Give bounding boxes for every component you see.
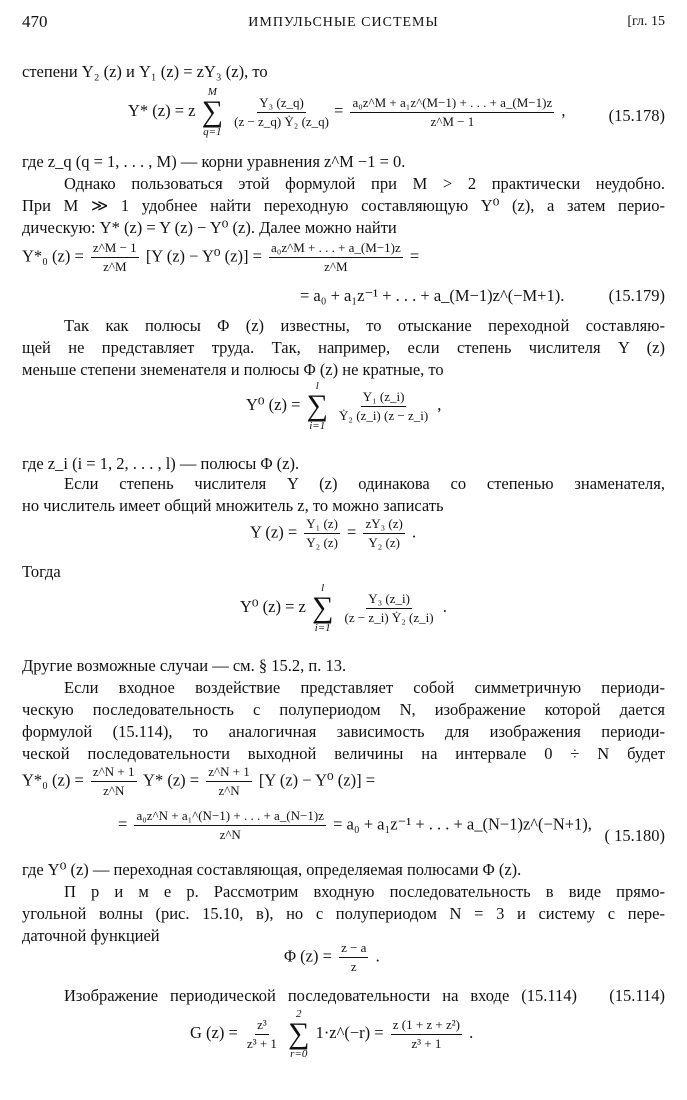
equation-input-image: G (z) = $\frac{\text{z³}}{\text{z³ + 1}}$ 2 ∑ r=0 1·z^(−r) = $\frac{\text{z (1 + z + z²)}}{\text{z³ + 1}}$ . [190,1008,474,1060]
fraction: $\frac{\text{Y₃ (z\_q)}}{\text{(z − z\_q) Ẏ₂ (z\_q)}}$ [234,94,330,129]
fraction: $\frac{z\^{}N + 1}{z\^{}N}$ [208,764,250,798]
fraction: $\frac{\text{a₀z\textasciicircum{}M + . . . + a\_(M−1)z}}{z\^{}M}$ [271,240,401,274]
fraction: $\frac{z\^{}M - 1}{z\^{}M}$ [92,240,137,274]
equation-15-179-line2: = a₀ + a₁z⁻¹ + . . . + a_(M−1)z^(−M+1). [300,286,565,305]
text-line: дическую: Y* (z) = Y (z) − Y⁰ (z). Далее можно найти [22,218,397,237]
equation-15-179-line1: Y*₀ (z) = $\frac{z\^{}M - 1}{z\^{}M}$ [Y (z) − Y⁰ (z)] = $\frac{\text{a₀z\textasciicircum{}M + . . . + a\_(M−1)z}}{z\^{}M}$ = [22,240,420,274]
text-line: Так как полюсы Φ (z) известны, то отыскание переходной составляю- [64,316,665,335]
chapter-label: [гл. 15 [627,14,665,29]
text-line: Тогда [22,562,61,581]
fraction: $\frac{\text{Y₁ (z\_i)}}{\text{Ẏ₂ (z\_i) (z − z\_i)}}$ [339,388,429,423]
fraction: $\frac{\text{a₀z\textasciicircum{}M + a₁z\textasciicircum{}(M−1) + . . . + a\_(M−1)z}}{z\^{}M - 1}$ [352,94,553,129]
sum-symbol: l ∑ i=1 [311,582,334,634]
text-line: степени Y₂ (z) и Y₁ (z) = zY₃ (z), то [22,62,268,81]
equation-15-180-line2: = $\frac{\text{a₀z\textasciicircum{}N + a₁\textasciicircum{}(N−1) + . . . + a\_(N−1)z}}{z\^{}N}$ = a₀ + a₁z⁻¹ + . . . + a_(N−1)z^(−N+1), [118,808,592,842]
fraction: $\frac{z - a}{z}$ [341,940,367,974]
text-line: меньше степени знеменателя и полюсы Φ (z) не кратные, то [22,360,444,379]
equation-15-180-line1: Y*₀ (z) = $\frac{z\^{}N + 1}{z\^{}N}$ Y* (z) = $\frac{z\^{}N + 1}{z\^{}N}$ [Y (z) − Y⁰ (z)] = [22,764,375,798]
text-line: но числитель имеет общий множитель z, то можно записать [22,496,444,515]
equation-reference: (15.114) [609,986,665,1005]
fraction: $\frac{z\^{}N + 1}{z\^{}N}$ [92,764,135,798]
fraction: $\frac{\text{Y₁ (z)}}{\text{Y₂ (z)}}$ [306,516,338,550]
equation-y0-transient: Y⁰ (z) = l ∑ i=1 $\frac{\text{Y₁ (z\_i)}}{\text{Ẏ₂ (z\_i) (z − z\_i)}}$ , [246,380,442,432]
sum-symbol: l ∑ i=1 [306,380,328,432]
text-line: Если входное воздействие представляет собой симметричную периоди- [64,678,665,697]
text-line: щей не представляет труда. Так, например, если степень числителя Y (z) [22,338,665,357]
text-line: формулой (15.114), то аналогичная зависимость для изображения периоди- [22,722,665,741]
page-header [22,12,665,36]
fraction: $\frac{\text{zY₃ (z)}}{\text{Y₂ (z)}}$ [365,516,403,550]
text-line: При M ≫ 1 удобнее найти переходную составляющую Y⁰ (z), а затем перио- [22,196,665,215]
text-line: ческую последовательность с полупериодом N, изображение которой дается [22,700,665,719]
equation-number: (15.178) [608,106,665,125]
fraction: $\frac{\text{z³}}{\text{z³ + 1}}$ [246,1016,277,1051]
text-line: Другие возможные случаи — см. § 15.2, п. 13. [22,656,347,675]
text-line: где z_i (i = 1, 2, . . . , l) — полюсы Φ (z). [22,454,300,473]
running-title: ИМПУЛЬСНЫЕ СИСТЕМЫ [248,15,439,30]
text-line: даточной функцией [22,926,160,945]
equation-number: (15.179) [608,286,665,305]
text-line: Если степень числителя Y (z) одинакова со степенью знаменателя, [64,474,665,493]
fraction: $\frac{\text{a₀z\textasciicircum{}N + a₁\textasciicircum{}(N−1) + . . . + a\_(N−1)z}}{z\^{}N}$ [136,808,324,842]
text-line: Изображение периодической последовательности на входе (15.114) [64,986,577,1005]
text-line: где z_q (q = 1, . . . , M) — корни уравнения z^M −1 = 0. [22,152,406,171]
equation-transfer-function: Φ (z) = $\frac{z - a}{z}$ . [284,940,380,974]
fraction: $\frac{\text{z (1 + z + z²)}}{\text{z³ + 1}}$ [392,1016,460,1051]
page-number: 470 [22,12,48,31]
sum-symbol: 2 ∑ r=0 [288,1008,310,1060]
fraction: $\frac{\text{Y₃ (z\_i)}}{\text{(z − z\_i) Ẏ₂ (z\_i)}}$ [344,590,434,625]
equation-y0-alt: Y⁰ (z) = z l ∑ i=1 $\frac{\text{Y₃ (z\_i)}}{\text{(z − z\_i) Ẏ₂ (z\_i)}}$ . [240,582,447,634]
text-line: ческой последовательности выходной величины на интервале 0 ÷ N будет [22,744,665,763]
text-line: угольной волны (рис. 15.10, в), но с полупериодом N = 3 и систему с пере- [22,904,665,923]
equation-number: ( 15.180) [604,826,665,845]
sum-symbol: M ∑ q=1 [201,86,223,138]
equation-15-178: Y* (z) = z M ∑ q=1 $\frac{\text{Y₃ (z\_q)}}{\text{(z − z\_q) Ẏ₂ (z\_q)}}$ = $\frac{\text{a₀z\textasciicircum{}M + a₁z\textasciicircum{}(M−1) + . . . + a\_(M−1)z}}{z\^{}M - 1}$ , [128,86,566,138]
text-line: Однако пользоваться этой формулой при M > 2 практически неудобно. [64,174,665,193]
text-line: П р и м е р. Рассмотрим входную последовательность в виде прямо- [64,882,665,901]
equation-y-ratio: Y (z) = $\frac{\text{Y₁ (z)}}{\text{Y₂ (z)}}$ = $\frac{\text{zY₃ (z)}}{\text{Y₂ (z)}}$ . [250,516,417,550]
text-line: где Y⁰ (z) — переходная составляющая, определяемая полюсами Φ (z). [22,860,522,879]
